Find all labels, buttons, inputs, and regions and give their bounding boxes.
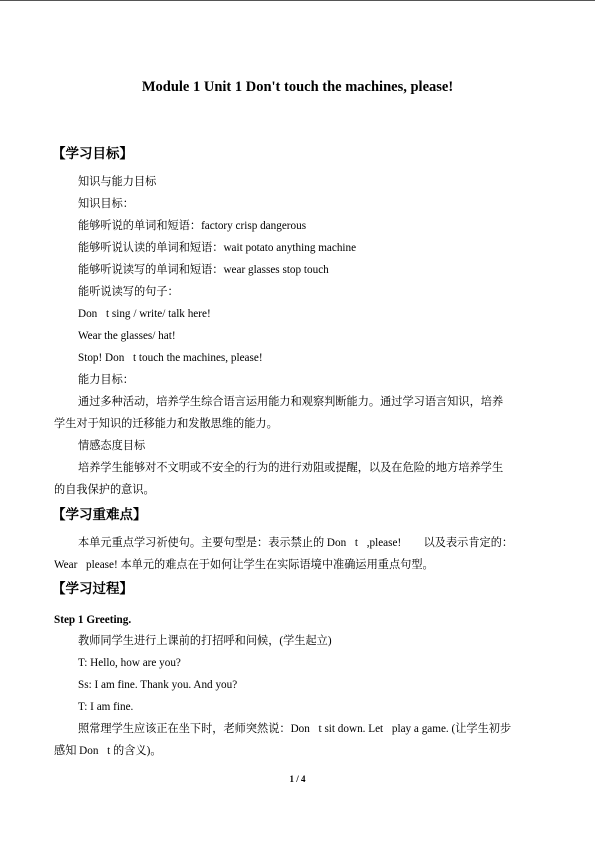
- process-line: 教师同学生进行上课前的打招呼和问候，(学生起立): [78, 635, 332, 647]
- page-number: 1 / 4: [289, 774, 306, 784]
- goals-line: 学生对于知识的迁移能力和发散思维的能力。: [54, 418, 278, 430]
- process-line: T: I am fine.: [78, 701, 134, 713]
- goals-line: Don t sing / write/ talk here!: [78, 308, 211, 320]
- goals-line: 能力目标：: [78, 374, 134, 386]
- page-top-border: [0, 0, 595, 1]
- process-line: 照常理学生应该正在坐下时，老师突然说：Don t sit down. Let play a game. (让学生初步: [78, 723, 512, 735]
- document-title: Module 1 Unit 1 Don't touch the machines, please!: [141, 79, 454, 95]
- section-heading-goals: 【学习目标】: [52, 146, 133, 162]
- process-line: T: Hello, how are you?: [78, 657, 181, 669]
- goals-line: 知识目标：: [78, 198, 134, 210]
- goals-line: 能够听说的单词和短语：factory crisp dangerous: [78, 220, 307, 232]
- goals-line: Wear the glasses/ hat!: [78, 330, 176, 342]
- goals-line: 知识与能力目标: [78, 176, 157, 188]
- process-line: 感知 Don t 的含义)。: [54, 745, 162, 757]
- goals-line: 通过多种活动，培养学生综合语言运用能力和观察判断能力。通过学习语言知识，培养: [78, 396, 504, 408]
- goals-line: 能听说读写的句子：: [78, 286, 179, 298]
- goals-line: 情感态度目标: [78, 440, 146, 452]
- goals-line: Stop! Don t touch the machines, please!: [78, 352, 263, 364]
- goals-line: 能够听说读写的单词和短语：wear glasses stop touch: [78, 264, 329, 276]
- goals-line: 培养学生能够对不文明或不安全的行为的进行劝阻或提醒，以及在危险的地方培养学生: [78, 462, 504, 474]
- section-heading-keypoints: 【学习重难点】: [52, 507, 147, 523]
- keypoints-line: Wear please! 本单元的难点在于如何让学生在实际语境中准确运用重点句型。: [54, 559, 434, 571]
- process-line: Ss: I am fine. Thank you. And you?: [78, 679, 238, 691]
- goals-line: 的自我保护的意识。: [54, 484, 155, 496]
- step-1-heading: Step 1 Greeting.: [54, 614, 132, 626]
- goals-line: 能够听说认读的单词和短语：wait potato anything machine: [78, 242, 357, 254]
- section-heading-process: 【学习过程】: [52, 581, 133, 597]
- keypoints-line: 本单元重点学习祈使句。主要句型是：表示禁止的 Don t ,please! 以及表示肯定的：: [78, 537, 514, 549]
